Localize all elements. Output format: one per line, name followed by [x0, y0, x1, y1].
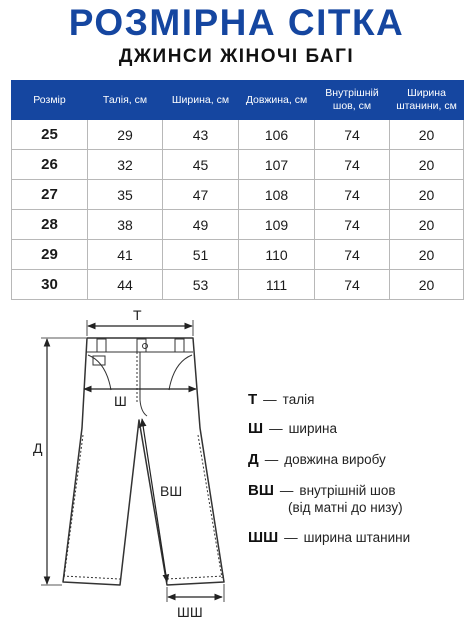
cell-length: 109: [239, 210, 315, 240]
cell-inseam: 74: [315, 270, 390, 300]
cell-leg-width: 20: [390, 210, 464, 240]
cell-waist: 29: [88, 120, 163, 150]
table-row: [12, 210, 464, 240]
table-row: [12, 180, 464, 210]
table-row: [12, 120, 464, 150]
legend-item-width: [248, 420, 337, 437]
cell-size: 25: [12, 120, 88, 150]
cell-waist: 32: [88, 150, 163, 180]
cell-length: 111: [239, 270, 315, 300]
cell-leg-width: 20: [390, 120, 464, 150]
legend-dash: —: [284, 530, 298, 545]
legend-text: довжина виробу: [284, 452, 386, 467]
cell-size: 28: [12, 210, 88, 240]
cell-waist: 38: [88, 210, 163, 240]
cell-leg-width: 20: [390, 180, 464, 210]
table-row: [12, 150, 464, 180]
legend-text: ширина штанини: [303, 530, 411, 545]
legend-key: Т: [248, 391, 258, 408]
legend-dash: —: [263, 392, 277, 407]
header-size: Розмір: [12, 81, 88, 120]
label-width: Ш: [114, 393, 127, 409]
legend-item-leg-width: [248, 529, 410, 546]
legend-text: талія: [282, 392, 315, 407]
label-inseam: ВШ: [160, 483, 183, 499]
header-inseam: Внутрішній шов, см: [315, 81, 390, 120]
header-leg-width: Ширина штанини, см: [390, 81, 464, 120]
cell-width: 47: [163, 180, 239, 210]
cell-waist: 44: [88, 270, 163, 300]
legend-dash: —: [264, 452, 279, 467]
page-subtitle: ДЖИНСИ ЖІНОЧІ БАГІ: [118, 46, 355, 67]
legend-item-length: [248, 451, 386, 468]
cell-size: 26: [12, 150, 88, 180]
legend-text: внутрішній шов: [299, 483, 396, 498]
cell-inseam: 74: [315, 150, 390, 180]
cell-inseam: 74: [315, 240, 390, 270]
cell-width: 51: [163, 240, 239, 270]
cell-leg-width: 20: [390, 150, 464, 180]
label-waist: Т: [133, 307, 142, 323]
cell-leg-width: 20: [390, 270, 464, 300]
legend-key: Ш: [248, 420, 264, 437]
legend-text: ширина: [288, 421, 337, 436]
jeans-diagram: [0, 300, 473, 630]
header-length: Довжина, см: [239, 81, 315, 120]
cell-length: 107: [239, 150, 315, 180]
cell-width: 45: [163, 150, 239, 180]
cell-width: 43: [163, 120, 239, 150]
cell-size: 30: [12, 270, 88, 300]
cell-waist: 41: [88, 240, 163, 270]
label-length: Д: [33, 440, 43, 456]
legend-item-inseam: [248, 482, 403, 515]
cell-length: 106: [239, 120, 315, 150]
cell-inseam: 74: [315, 120, 390, 150]
legend-item-waist: [248, 391, 314, 408]
legend-key: ШШ: [248, 529, 279, 546]
legend-dash: —: [279, 483, 294, 498]
size-table: [11, 80, 464, 300]
cell-length: 108: [239, 180, 315, 210]
legend-note: (від матні до низу): [288, 500, 403, 515]
table-row: [12, 270, 464, 300]
page-title: РОЗМІРНА СІТКА: [68, 2, 405, 43]
cell-size: 29: [12, 240, 88, 270]
table-row: [12, 240, 464, 270]
cell-length: 110: [239, 240, 315, 270]
jeans-outline: [63, 338, 224, 585]
cell-inseam: 74: [315, 210, 390, 240]
header-waist: Талія, см: [88, 81, 163, 120]
cell-inseam: 74: [315, 180, 390, 210]
cell-width: 49: [163, 210, 239, 240]
cell-waist: 35: [88, 180, 163, 210]
cell-size: 27: [12, 180, 88, 210]
header-width: Ширина, см: [163, 81, 239, 120]
legend-dash: —: [269, 421, 283, 436]
cell-leg-width: 20: [390, 240, 464, 270]
label-leg-width: ШШ: [177, 604, 203, 620]
legend-key: Д: [248, 451, 259, 468]
cell-width: 53: [163, 270, 239, 300]
legend-key: ВШ: [248, 482, 274, 499]
table-header-row: [12, 81, 464, 120]
